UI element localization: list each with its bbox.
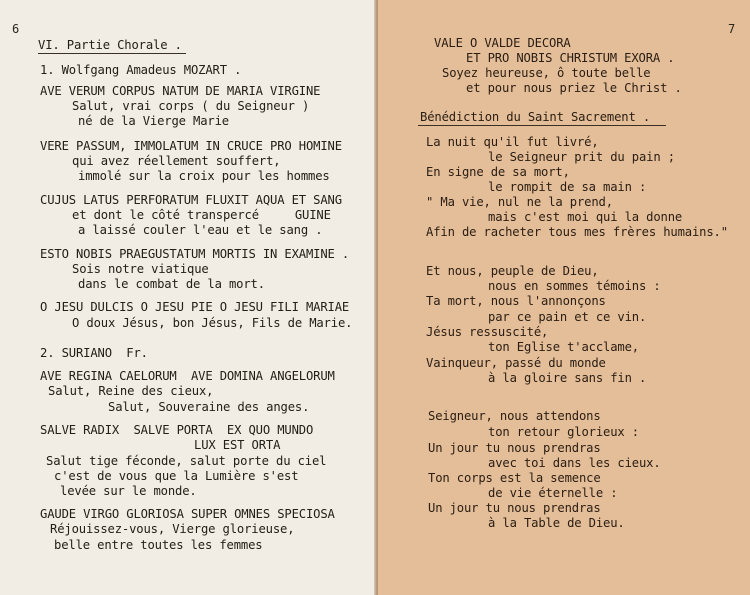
heading-underline <box>38 53 186 54</box>
hymn-line: par ce pain et ce vin. <box>488 310 647 324</box>
french-line: Salut, Reine des cieux, <box>48 384 214 398</box>
latin-line: ET PRO NOBIS CHRISTUM EXORA . <box>466 51 675 65</box>
hymn-line: Jésus ressuscité, <box>426 325 549 339</box>
latin-line: O JESU DULCIS O JESU PIE O JESU FILI MARIAE <box>40 300 350 314</box>
latin-line: CUJUS LATUS PERFORATUM FLUXIT AQUA ET SANG <box>40 193 342 207</box>
french-line: Sois notre viatique <box>72 262 209 276</box>
hymn-line: Un jour tu nous prendras <box>428 441 601 455</box>
hymn-line: à la Table de Dieu. <box>488 516 625 530</box>
latin-line: LUX EST ORTA <box>194 438 281 452</box>
french-line: belle entre toutes les femmes <box>54 538 263 552</box>
french-line: O doux Jésus, bon Jésus, Fils de Marie. <box>72 316 353 330</box>
french-line: Salut, Souveraine des anges. <box>108 400 310 414</box>
french-line: immolé sur la croix pour les hommes <box>78 169 330 183</box>
hymn-line: de vie éternelle : <box>488 486 618 500</box>
hymn-line: Et nous, peuple de Dieu, <box>426 264 599 278</box>
latin-line: GAUDE VIRGO GLORIOSA SUPER OMNES SPECIOSA <box>40 507 335 521</box>
composer-heading: 1. Wolfgang Amadeus MOZART . <box>40 63 242 77</box>
french-line: et pour nous priez le Christ . <box>466 81 682 95</box>
latin-line: AVE REGINA CAELORUM AVE DOMINA ANGELORUM <box>40 369 335 383</box>
french-line: Soyez heureuse, ô toute belle <box>442 66 651 80</box>
composer-heading: 2. SURIANO Fr. <box>40 346 148 360</box>
hymn-line: ton retour glorieux : <box>488 425 639 439</box>
hymn-line: mais c'est moi qui la donne <box>488 210 683 224</box>
french-line: et dont le côté transpercé GUINE <box>72 208 331 222</box>
french-line: Salut, vrai corps ( du Seigneur ) <box>72 99 310 113</box>
hymn-line: Afin de racheter tous mes frères humains." <box>426 225 728 239</box>
french-line: Réjouissez-vous, Vierge glorieuse, <box>50 522 295 536</box>
hymn-line: La nuit qu'il fut livré, <box>426 135 599 149</box>
latin-line: ESTO NOBIS PRAEGUSTATUM MORTIS IN EXAMINE . <box>40 247 350 261</box>
french-line: Salut tige féconde, salut porte du ciel <box>46 454 327 468</box>
hymn-line: à la gloire sans fin . <box>488 371 647 385</box>
hymn-line: Ta mort, nous l'annonçons <box>426 294 606 308</box>
hymn-line: Vainqueur, passé du monde <box>426 356 606 370</box>
latin-line: VERE PASSUM, IMMOLATUM IN CRUCE PRO HOMINE <box>40 139 342 153</box>
hymn-line: avec toi dans les cieux. <box>488 456 661 470</box>
right-page <box>378 0 750 595</box>
page-number: 6 <box>12 22 20 36</box>
latin-line: VALE O VALDE DECORA <box>434 36 571 50</box>
section-heading: VI. Partie Chorale . <box>38 38 182 52</box>
hymn-line: Un jour tu nous prendras <box>428 501 601 515</box>
french-line: dans le combat de la mort. <box>78 277 265 291</box>
hymn-line: le rompit de sa main : <box>488 180 647 194</box>
hymn-line: le Seigneur prit du pain ; <box>488 150 675 164</box>
page-number: 7 <box>728 22 736 36</box>
hymn-line: " Ma vie, nul ne la prend, <box>426 195 613 209</box>
hymn-line: Ton corps est la semence <box>428 471 601 485</box>
hymn-line: En signe de sa mort, <box>426 165 570 179</box>
french-line: né de la Vierge Marie <box>78 114 229 128</box>
heading-underline <box>418 125 666 126</box>
hymn-line: ton Eglise t'acclame, <box>488 340 639 354</box>
french-line: a laissé couler l'eau et le sang . <box>78 223 323 237</box>
french-line: qui avez réellement souffert, <box>72 154 281 168</box>
latin-line: SALVE RADIX SALVE PORTA EX QUO MUNDO <box>40 423 314 437</box>
latin-line: AVE VERUM CORPUS NATUM DE MARIA VIRGINE <box>40 84 321 98</box>
french-line: levée sur le monde. <box>60 484 197 498</box>
section-heading: Bénédiction du Saint Sacrement . <box>420 110 650 124</box>
hymn-line: nous en sommes témoins : <box>488 279 661 293</box>
french-line: c'est de vous que la Lumière s'est <box>54 469 299 483</box>
hymn-line: Seigneur, nous attendons <box>428 409 601 423</box>
